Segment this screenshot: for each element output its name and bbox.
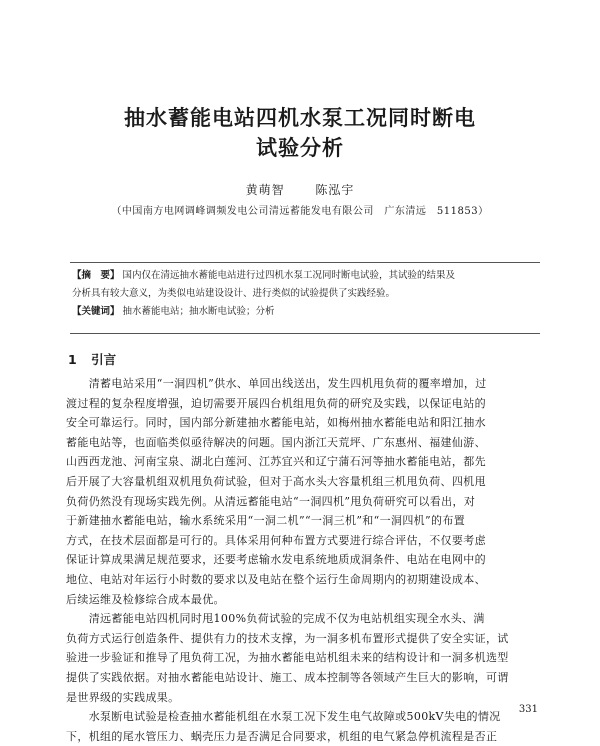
abstract-block — [72, 267, 542, 321]
abstract-text-2: 分析具有较大意义，为类似电站建设设计、进行类似的试验提供了实践经验。 — [72, 288, 396, 299]
body-line: 保证计算成果满足规范要求，还要考虑输水发电系统地质成洞条件、电站在电网中的 — [66, 553, 486, 567]
body-line: 负荷仍然没有现场实践先例。从清远蓄能电站“一洞四机”甩负荷研究可以看出，对 — [66, 494, 476, 508]
body-line: 山西西龙池、河南宝泉、湖北白莲河、江苏宜兴和辽宁蒲石河等抽水蓄能电站，都先 — [66, 455, 486, 469]
author-list — [0, 181, 600, 198]
section-heading — [68, 350, 116, 368]
author-affiliation: （中国南方电网调峰调频发电公司清远蓄能发电有限公司 广东清远 511853） — [111, 206, 489, 217]
author-1: 黄萌智 — [245, 183, 285, 197]
body-line: 清蓄电站采用“一洞四机”供水、单回出线送出，发生四机甩负荷的覆率增加，过 — [66, 377, 487, 390]
body-line: 渡过程的复杂程度增强，迫切需要开展四台机组甩负荷的研究及实践，以保证电站的 — [66, 396, 486, 410]
abstract-bottom-rule — [70, 333, 540, 334]
body-line: 后开展了大容量机组双机甩负荷试验，但对于高水头大容量机组三机甩负荷、四机甩 — [66, 474, 486, 488]
body-line: 下，机组的尾水管压力、蜗壳压力是否满足合同要求，机组的电气紧急停机流程是否正 — [66, 729, 498, 743]
keywords-label: 【关键词】 — [72, 306, 120, 317]
page-number: 331 — [518, 704, 538, 715]
body-line: 清远蓄能电站四机同时甩100%负荷试验的完成不仅为电站机组实现全水头、满 — [66, 612, 485, 626]
section-number: 1 — [68, 352, 77, 367]
section-title: 引言 — [91, 352, 117, 367]
body-line: 验进一步验证和推导了甩负荷工况，为抽水蓄能电站机组未来的结构设计和一洞多机选型 — [66, 651, 509, 665]
body-line: 是世界级的实践成果。 — [66, 690, 180, 704]
body-line: 提供了实践依据。对抽水蓄能电站设计、施工、成本控制等各领域产生巨大的影响，可谓 — [66, 670, 509, 684]
abstract-text-1: 国内仅在清远抽水蓄能电站进行过四机水泵工况同时断电试验，其试验的结果及 — [122, 270, 456, 281]
keywords-text: 抽水蓄能电站；抽水断电试验；分析 — [122, 306, 275, 317]
body-line: 方式，在技术层面都是可行的。具体采用何种布置方式要进行综合评估，不仅要考虑 — [66, 533, 486, 547]
body-line: 水泵断电试验是检查抽水蓄能机组在水泵工况下发生电气故障或500kV失电的情况 — [66, 710, 501, 724]
abstract-top-rule — [70, 262, 540, 263]
body-line: 地位、电站对年运行小时数的要求以及电站在整个运行生命周期内的初期建设成本、 — [66, 572, 486, 586]
body-line: 安全可靠运行。同时，国内部分新建抽水蓄能电站，如梅州抽水蓄能电站和阳江抽水 — [66, 416, 486, 430]
abstract-line-2 — [72, 285, 542, 303]
paper-title-line-2: 试验分析 — [256, 136, 344, 160]
body-line: 负荷方式运行创造条件、提供有力的技术支撑，为一洞多机布置形式提供了安全实证，试 — [66, 631, 509, 645]
body-text — [66, 374, 546, 746]
abstract-line-1 — [72, 267, 542, 285]
body-line: 后续运维及检修综合成本最优。 — [66, 592, 225, 606]
body-line: 于新建抽水蓄能电站，输水系统采用“一洞二机”“一洞三机”和“一洞四机”的布置 — [66, 514, 466, 528]
author-2: 陈泓宇 — [315, 183, 355, 197]
paper-title-line-1: 抽水蓄能电站四机水泵工况同时断电 — [124, 106, 476, 130]
keywords-line — [72, 303, 542, 321]
body-line: 蓄能电站等，也面临类似亟待解决的问题。国内浙江天荒坪、广东惠州、福建仙游、 — [66, 435, 486, 449]
abstract-label: 【摘 要】 — [72, 270, 120, 281]
